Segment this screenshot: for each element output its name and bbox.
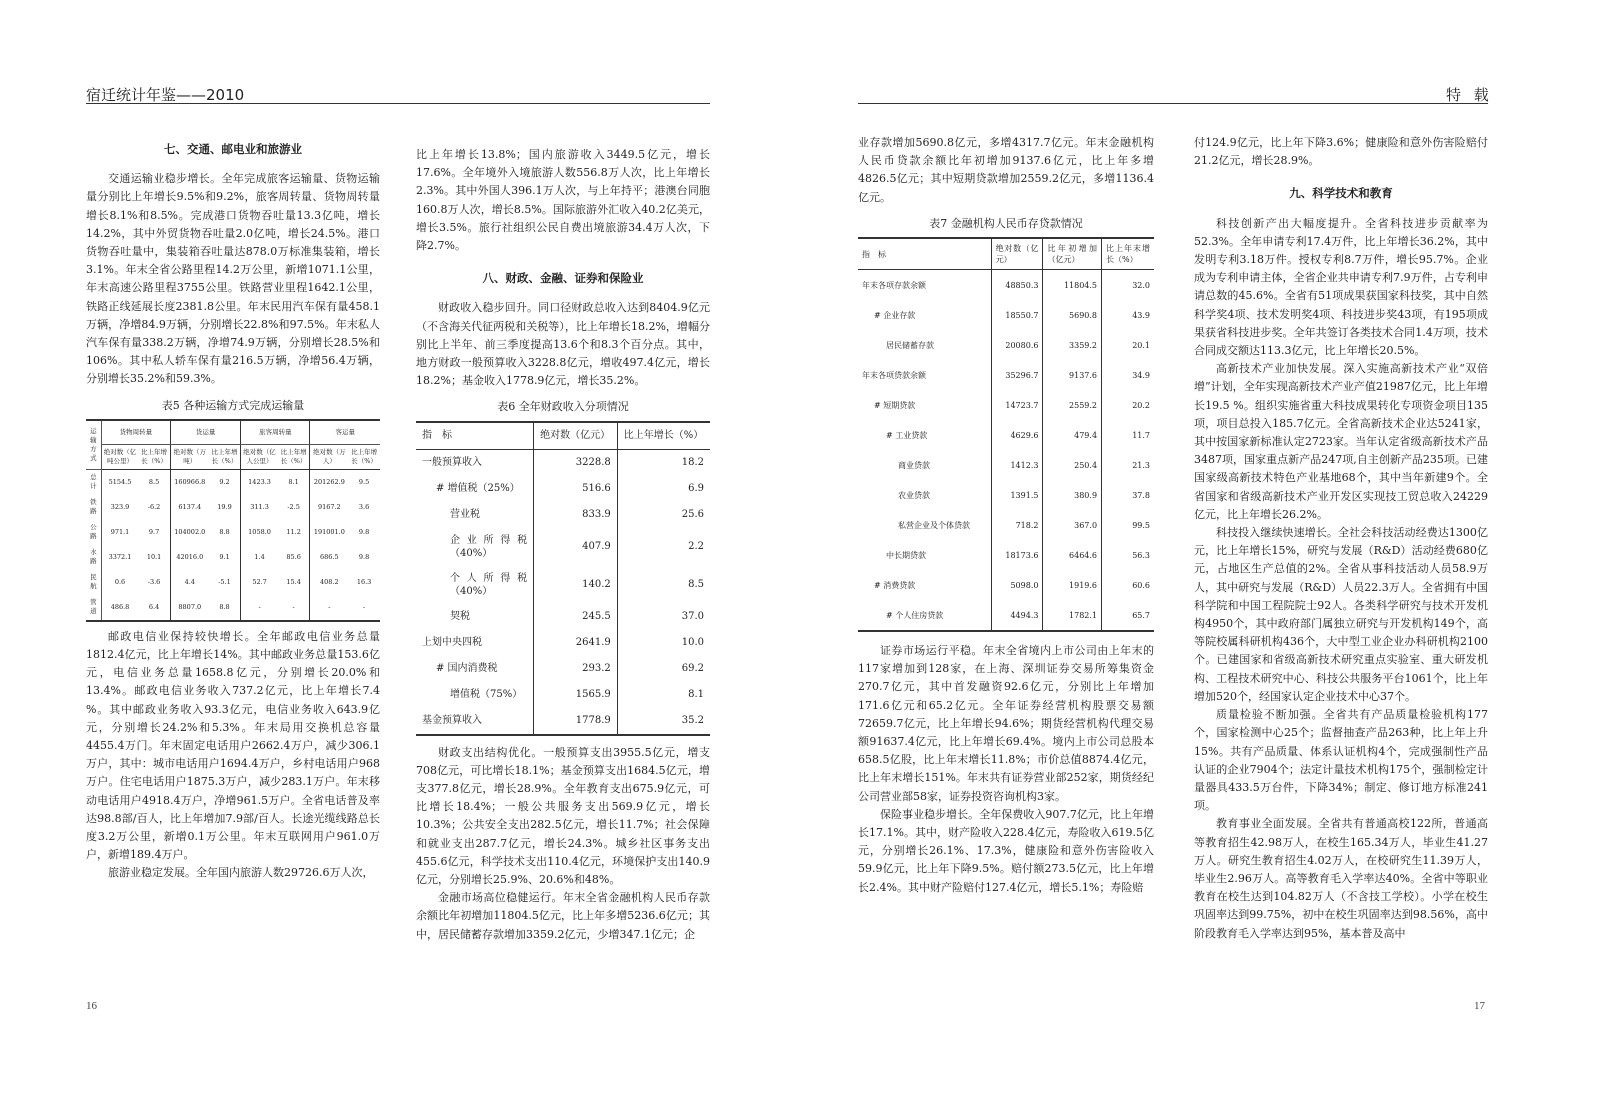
paragraph-rd-investment: 科技投入继续快速增长。全社会科技活动经费达1300亿元，比上年增长15%，研究与发展（R&D）活动经费680亿元，占地区生产总值的2%。全省从事科技活动人员58.9万人，其中研究与发展（R&D）人员22.3万人。全省拥有中国科学院和中国工程院院士92人。各类科学研究与技术开发机构4950个，其中政府部门属独立研究与开发机构149个，高等院校属科研机构436个，大中型工业企业办科研机构2100个。已建国家和省级高新技术研究重点实验室、重大研发机构、工程技术研究中心、科技公共服务平台1061个，比上年增加520个，经国家认定企业技术中心37个。: [1194, 526, 1488, 703]
table7-cell: 5690.8: [1043, 300, 1102, 330]
table7-cell: 367.0: [1043, 510, 1102, 540]
table5-cell: 9.8: [358, 552, 370, 561]
table5-cell: 9.7: [138, 520, 170, 545]
table6-row-label: 上划中央四税: [416, 630, 534, 656]
table7-row: [858, 270, 1154, 301]
table5-cell: 9.5: [358, 477, 370, 486]
table7-cell: 250.4: [1043, 450, 1102, 480]
table6-cell: 2641.9: [534, 630, 618, 656]
right-page: [804, 0, 1609, 1099]
table5-cell: 686.5: [320, 552, 339, 561]
column-right-2: [1194, 134, 1488, 943]
table7-row-label: 年末各项存款余额: [858, 270, 991, 301]
table5-cell: 8.1: [278, 469, 310, 495]
table5-cell: 5154.5: [108, 477, 132, 486]
table5: [86, 419, 380, 622]
table6-row-label: 个人所得税（40%）: [416, 566, 534, 604]
table7-cell: 14723.7: [991, 390, 1043, 420]
table5-stub-header: 运输方式: [86, 420, 101, 470]
table6-row-label: # 增值税（25%）: [416, 476, 534, 502]
table7-row: [858, 390, 1154, 420]
table7-cell: 1412.3: [991, 450, 1043, 480]
left-page: [0, 0, 804, 1099]
table7-row-label: 年末各项贷款余额: [858, 360, 991, 390]
table7: [858, 237, 1154, 632]
table6-row: [416, 502, 710, 528]
table6-cell: 2.2: [688, 541, 704, 553]
table7-cell: 718.2: [991, 510, 1043, 540]
paragraph-tourism: 旅游业稳定发展。全年国内旅游人数29726.6万人次，: [108, 866, 374, 880]
table5-cell: 19.9: [209, 495, 241, 520]
table5-cell: 8.8: [209, 520, 241, 545]
table7-row-label: # 消费贷款: [858, 570, 991, 600]
page-number-right: 17: [1474, 1000, 1485, 1012]
table6-cell: 18.2: [681, 457, 704, 469]
table5-cell: -6.2: [138, 495, 170, 520]
table6-header: 指 标: [416, 422, 534, 450]
column-left-1: [86, 140, 380, 883]
table7-row: [858, 450, 1154, 480]
table5-group-header: 货运量: [170, 420, 240, 444]
table5-cell: 8807.0: [178, 602, 202, 611]
table6-cell: 1778.9: [534, 708, 618, 735]
table7-cell: 35296.7: [991, 360, 1043, 390]
table6-cell: 69.2: [681, 663, 704, 675]
table5-group-header: 客运量: [310, 420, 380, 444]
table6-row: [416, 449, 710, 476]
table5-cell: 104002.0: [174, 527, 206, 536]
table7-cell: 6464.6: [1043, 540, 1102, 570]
table7-row: [858, 360, 1154, 390]
section-heading-8: 八、财政、金融、证券和保险业: [482, 271, 644, 286]
table6-row-label: 营业税: [416, 502, 534, 528]
table5-cell: -: [362, 602, 366, 611]
table5-cell: 15.4: [278, 570, 310, 595]
table7-cell: 20.1: [1132, 340, 1150, 350]
table5-row-label: 总计: [86, 469, 101, 495]
table7-cell: 1919.6: [1043, 570, 1102, 600]
table7-cell: 11804.5: [1043, 270, 1102, 301]
table7-cell: 479.4: [1043, 420, 1102, 450]
table7-cell: 18550.7: [991, 300, 1043, 330]
table6: [416, 421, 710, 736]
table5-cell: 9.1: [209, 545, 241, 570]
table5-cell: 3372.1: [108, 552, 132, 561]
paragraph-deposit-cont: 业存款增加5690.8亿元，多增4317.7亿元。年末金融机构人民币贷款余额比年初增加9137.6亿元，比上年多增4826.5亿元；其中短期贷款增加2559.2亿元，多增1136.4亿元。: [858, 136, 1154, 204]
table7-row-label: # 短期贷款: [858, 390, 991, 420]
table7-row: [858, 330, 1154, 360]
table7-header: 指 标: [858, 238, 991, 270]
table5-cell: 6.4: [138, 595, 170, 621]
table7-cell: 20080.6: [991, 330, 1043, 360]
table5-cell: 16.3: [356, 577, 372, 586]
table7-cell: 99.5: [1132, 520, 1150, 530]
column-left-2: [416, 146, 710, 944]
table5-cell: -3.6: [138, 570, 170, 595]
table7-cell: 32.0: [1132, 280, 1150, 290]
table7-row: [858, 540, 1154, 570]
table5-cell: 0.6: [114, 577, 126, 586]
table7-cell: 56.3: [1132, 550, 1150, 560]
table5-cell: 1423.3: [248, 477, 271, 486]
table6-row-label: 基金预算收入: [416, 708, 534, 735]
table7-row-label: # 企业存款: [858, 300, 991, 330]
table5-subheader: 绝对数（亿人公里）: [241, 444, 278, 469]
table7-header: 比年初增加（亿元）: [1043, 238, 1102, 270]
paragraph-quality: 质量检验不断加强。全省共有产品质量检验机构177个，国家检测中心25个；监督抽查产品263种，比上年上升15%。共有产品质量、体系认证机构4个，完成强制性产品认证的企业7904个；法定计量技术机构175个，强制检定计量器具433.5万台件，下降34%；制定、修订地方标准241项。: [1194, 708, 1488, 813]
table7-row: [858, 420, 1154, 450]
table5-cell: 1.4: [254, 552, 265, 561]
table5-row: [86, 545, 380, 570]
table7-title: 表7 金融机构人民币存贷款情况: [929, 216, 1083, 230]
table7-cell: 11.7: [1132, 430, 1150, 440]
table7-cell: 20.2: [1132, 400, 1150, 410]
table6-row: [416, 656, 710, 682]
table6-title: 表6 全年财政收入分项情况: [497, 400, 629, 414]
table5-subheader: 比上年增长（%）: [138, 444, 170, 469]
table6-row-label: # 国内消费税: [416, 656, 534, 682]
table7-row-label: 居民储蓄存款: [858, 330, 991, 360]
table7-row-label: 私营企业及个体贷款: [858, 510, 991, 540]
paragraph-securities: 证券市场运行平稳。年末全省境内上市公司由上年末的117家增加到128家，在上海、深圳证券交易所筹集资金270.7亿元，其中首发融资92.6亿元，分别比上年增加171.6亿元和65.2亿元。全年证券经营机构股票交易额72659.7亿元，比上年增长94.6%；期货经营机构代理交易额91637.4亿元，比上年增长69.4%。境内上市公司总股本658.5亿股，比上年末增长11.8%；市价总值8874.4亿元，比上年末增长151%。年末共有证券营业部252家，期货经纪公司营业部58家，证券投资咨询机构3家。: [858, 644, 1154, 803]
running-header-right: 特 载: [1446, 86, 1493, 104]
paragraph-transport: 交通运输业稳步增长。全年完成旅客运输量、货物运输量分别比上年增长9.5%和9.2%，旅客周转量、货物周转量增长8.1%和8.5%。完成港口货物吞吐量13.3亿吨，增长14.2%，其中外贸货物吞吐量2.0亿吨，增长24.5%。港口货物吞吐量中，集装箱吞吐量达878.0万标准集装箱，增长3.1%。年末全省公路里程14.2万公里，新增1071.1公里，年末高速公路里程3755公里。铁路营业里程1642.1公里，铁路正线延展长度2381.8公里。年末民用汽车保有量458.1万辆，净增84.9万辆，分别增长22.8%和97.5%。年末私人汽车保有量338.2万辆，净增74.9万辆，分别增长28.5%和106%。其中私人轿车保有量216.5万辆，净增56.4万辆，分别增长35.2%和59.3%。: [86, 172, 380, 386]
table5-cell: 191001.0: [313, 527, 345, 536]
table5-subheader: 比上年增长（%）: [209, 444, 241, 469]
table7-row: [858, 300, 1154, 330]
column-right-1: [858, 134, 1154, 897]
table7-cell: 65.7: [1132, 610, 1150, 620]
table5-cell: 1058.0: [248, 527, 271, 536]
section-heading-9: 九、科学技术和教育: [1289, 186, 1393, 201]
table7-header: 比上年末增长（%）: [1102, 238, 1154, 270]
paragraph-finance: 金融市场高位稳健运行。年末全省金融机构人民币存款余额比年初增加11804.5亿元，比上年多增5236.6亿元；其中，居民储蓄存款增加3359.2亿元，少增347.1亿元；企: [416, 891, 710, 941]
table5-group-header: 货物周转量: [101, 420, 170, 444]
table6-row-label: 企业所得税（40%）: [416, 528, 534, 566]
table7-cell: 5098.0: [991, 570, 1043, 600]
table5-cell: 160966.8: [174, 477, 206, 486]
table5-row-label: 民航: [86, 570, 101, 595]
table5-row-label: 管道: [86, 595, 101, 621]
paragraph-hightech: 高新技术产业加快发展。深入实施高新技术产业“双倍增”计划，全年实现高新技术产业产值21987亿元，比上年增长19.5 %。组织实施省重大科技成果转化专项资金项目135项，项目总投入185.7亿元。全省高新技术企业达5241家，其中按国家新标准认定2723家。当年认定省级高新技术产品3487项，国家重点新产品247项,自主创新产品235项。已建国家级高新技术特色产业基地68个，其中当年新建9个。全省国家和省级高新技术产业开发区实现技工贸总收入24229亿元，比上年增长26.2%。: [1194, 362, 1488, 521]
table7-row: [858, 600, 1154, 631]
table5-cell: 201262.9: [313, 477, 345, 486]
table7-row: [858, 480, 1154, 510]
table5-title: 表5 各种运输方式完成运输量: [161, 398, 305, 412]
table7-cell: 21.3: [1132, 460, 1150, 470]
table5-cell: 486.8: [110, 602, 130, 611]
table6-row: [416, 528, 710, 566]
table7-cell: 60.6: [1132, 580, 1150, 590]
table7-row: [858, 510, 1154, 540]
table5-cell: 9.8: [358, 527, 370, 536]
table5-cell: 323.9: [110, 502, 130, 511]
table5-cell: 11.2: [278, 520, 310, 545]
table7-row-label: # 个人住房贷款: [858, 600, 991, 631]
table5-cell: -: [258, 602, 261, 611]
table7-cell: 4494.3: [991, 600, 1043, 631]
paragraph-tourism-cont: 比上年增长13.8%；国内旅游收入3449.5亿元，增长17.6%。全年境外入境旅游人数556.8万人次，比上年增长2.3%。其中外国人396.1万人次，与上年持平；港澳台同胞160.8万人次，增长8.5%。国际旅游外汇收入40.2亿美元，增长3.5%。旅行社组织公民自费出境旅游34.4万人次，下降2.7%。: [416, 148, 710, 253]
table7-cell: 48850.3: [991, 270, 1043, 301]
table5-row-label: 水路: [86, 545, 101, 570]
table7-row-label: 中长期贷款: [858, 540, 991, 570]
table6-cell: 8.5: [688, 579, 704, 591]
table5-cell: 42016.0: [176, 552, 204, 561]
table5-cell: -2.5: [278, 495, 310, 520]
table6-header: 绝对数（亿元）: [534, 422, 618, 450]
paragraph-education: 教育事业全面发展。全省共有普通高校122所，普通高等教育招生42.98万人，在校生165.34万人，毕业生41.27万人。研究生教育招生4.02万人，在校研究生11.39万人，毕业生2.96万人。高等教育毛入学率达40%。全省中等职业教育在校生达到104.82万人（不含技工学校）。小学在校生巩固率达到99.75%，初中在校生巩固率达到98.56%，高中阶段教育毛入学率达到95%，基本普及高中: [1194, 817, 1488, 940]
table5-row: [86, 495, 380, 520]
table6-row: [416, 476, 710, 502]
table6-row: [416, 604, 710, 630]
table5-subheader: 绝对数（万吨）: [170, 444, 208, 469]
header-rule: [858, 103, 1488, 104]
paragraph-telecom: 邮政电信业保持较快增长。全年邮政电信业务总量1812.4亿元，比上年增长14%。其中邮政业务总量153.6亿元，电信业务总量1658.8亿元，分别增长20.0%和13.4%。邮政电信业务收入737.2亿元，比上年增长7.4 %。其中邮政业务收入93.3亿元，电信业务收入643.9亿元，分别增长24.2%和5.3%。年末局用交换机总容量4455.4万门。年末固定电话用户2662.4万户，减少306.1万户，其中：城市电话用户1694.4万户，乡村电话用户968万户。住宅电话用户1875.3万户，减少283.1万户。年末移动电话用户4918.4万户，净增961.5万户。全省电话普及率达98.8部/百人，比上年增加7.9部/百人。长途光缆线路总长度3.2万公里，新增0.1万公里。年末互联网用户961.0万户，新增189.4万户。: [86, 629, 380, 862]
table5-cell: 8.5: [138, 469, 170, 495]
table5-group-header: 旅客周转量: [241, 420, 310, 444]
table6-cell: 3228.8: [534, 449, 618, 476]
table6-row: [416, 566, 710, 604]
table5-cell: 10.1: [138, 545, 170, 570]
table6-row-label: 增值税（75%）: [416, 682, 534, 708]
table6-cell: 516.6: [534, 476, 618, 502]
table6-row: [416, 682, 710, 708]
table6-cell: 407.9: [534, 528, 618, 566]
table6-cell: 35.2: [681, 715, 704, 727]
table6-cell: 140.2: [534, 566, 618, 604]
table5-row: [86, 570, 380, 595]
table7-cell: 4629.6: [991, 420, 1043, 450]
table5-cell: -: [328, 602, 331, 611]
table7-row-label: 商业贷款: [858, 450, 991, 480]
table7-cell: 34.9: [1132, 370, 1150, 380]
table5-cell: 408.2: [320, 577, 339, 586]
table7-header: 绝对数（亿元）: [991, 238, 1043, 270]
table5-cell: 4.4: [184, 577, 195, 586]
table5-row: [86, 520, 380, 545]
paragraph-innovation: 科技创新产出大幅度提升。全省科技进步贡献率为52.3%。全年申请专利17.4万件，比上年增长36.2%，其中发明专利3.18万件。授权专利8.7万件，增长95.7%。企业成为专利申请主体，全省企业共申请专利7.9万件，占专利申请总数的45.6%。全省有51项成果获国家科技奖，其中自然科学奖4项、技术发明奖4项、科技进步奖43项，有195项成果获省科技进步奖。全年共签订各类技术合同1.4万项，技术合同成交额达113.3亿元，比上年增长20.5%。: [1194, 216, 1488, 358]
table7-cell: 43.9: [1132, 310, 1150, 320]
page-number-left: 16: [86, 1000, 97, 1012]
table6-row-label: 契税: [416, 604, 534, 630]
table7-cell: 1782.1: [1043, 600, 1102, 631]
table5-cell: 3.6: [358, 502, 370, 511]
table5-cell: 9.2: [209, 469, 241, 495]
table6-cell: 6.9: [688, 483, 704, 495]
table6-cell: 293.2: [534, 656, 618, 682]
table6-cell: 8.1: [688, 689, 704, 701]
paragraph-insurance-cont: 付124.9亿元，比上年下降3.6%；健康险和意外伤害险赔付21.2亿元，增长28.9%。: [1194, 136, 1488, 168]
running-header-left: 宿迁统计年鉴——2010: [86, 86, 245, 104]
table5-cell: 85.6: [278, 545, 310, 570]
paragraph-revenue: 财政收入稳步回升。同口径财政总收入达到8404.9亿元（不含海关代征两税和关税等），比上年增长18.2%，增幅分别比上半年、前三季度提高13.6个和8.3个百分点。其中，地方财政一般预算收入3228.8亿元，增收497.4亿元，增长18.2%；基金收入1778.9亿元，增长35.2%。: [416, 301, 710, 388]
table7-cell: 3359.2: [1043, 330, 1102, 360]
table7-cell: 1391.5: [991, 480, 1043, 510]
table6-cell: 37.0: [681, 611, 704, 623]
table6-row: [416, 630, 710, 656]
table5-cell: -: [278, 595, 310, 621]
table7-cell: 18173.6: [991, 540, 1043, 570]
paragraph-insurance: 保险事业稳步增长。全年保费收入907.7亿元，比上年增长17.1%。其中，财产险收入228.4亿元，寿险收入619.5亿元，分别增长26.1%、17.3%，健康险和意外伤害险收入59.9亿元，比上年下降9.5%。赔付额273.5亿元，比上年增长2.4%。其中财产险赔付127.4亿元，增长5.1%；寿险赔: [858, 807, 1154, 894]
table5-subheader: 绝对数（亿吨公里）: [101, 444, 138, 469]
table6-row-label: 一般预算收入: [416, 449, 534, 476]
table5-cell: 6137.4: [178, 502, 202, 511]
header-rule: [86, 103, 710, 104]
table6-cell: 833.9: [534, 502, 618, 528]
table5-row: [86, 469, 380, 495]
table7-cell: 9137.6: [1043, 360, 1102, 390]
table6-row: [416, 708, 710, 735]
table5-cell: 9167.2: [317, 502, 341, 511]
table6-cell: 25.6: [681, 509, 704, 521]
table5-cell: 971.1: [110, 527, 130, 536]
table5-row: [86, 595, 380, 621]
paragraph-expenditure: 财政支出结构优化。一般预算支出3955.5亿元，增支708亿元，可比增长18.1%；基金预算支出1684.5亿元，增支377.8亿元，增长28.9%。全年教育支出675.9亿元，可比增长18.4%；一般公共服务支出569.9亿元，增长10.3%；公共安全支出282.5亿元，增长11.7%；社会保障和就业支出287.7亿元，增长24.3%。城乡社区事务支出455.6亿元，科学技术支出110.4亿元，环境保护支出140.9亿元，分别增长25.9%、20.6%和48%。: [416, 745, 710, 887]
table7-cell: 380.9: [1043, 480, 1102, 510]
table6-cell: 245.5: [534, 604, 618, 630]
table6-header: 比上年增长（%）: [617, 422, 710, 450]
table5-row-label: 铁路: [86, 495, 101, 520]
table5-cell: 8.8: [209, 595, 241, 621]
table5-cell: -5.1: [209, 570, 241, 595]
table5-cell: 52.7: [252, 577, 267, 586]
table6-cell: 10.0: [681, 637, 704, 649]
table5-row-label: 公路: [86, 520, 101, 545]
table7-row: [858, 570, 1154, 600]
table5-cell: 311.3: [250, 502, 269, 511]
table5-subheader: 绝对数（万人）: [310, 444, 348, 469]
table7-cell: 37.8: [1132, 490, 1150, 500]
table7-cell: 2559.2: [1043, 390, 1102, 420]
table7-row-label: # 工业贷款: [858, 420, 991, 450]
table7-row-label: 农业贷款: [858, 480, 991, 510]
table6-cell: 1565.9: [534, 682, 618, 708]
table5-subheader: 比上年增长（%）: [348, 444, 380, 469]
table5-subheader: 比上年增长（%）: [278, 444, 310, 469]
section-heading-7: 七、交通、邮电业和旅游业: [164, 142, 302, 156]
